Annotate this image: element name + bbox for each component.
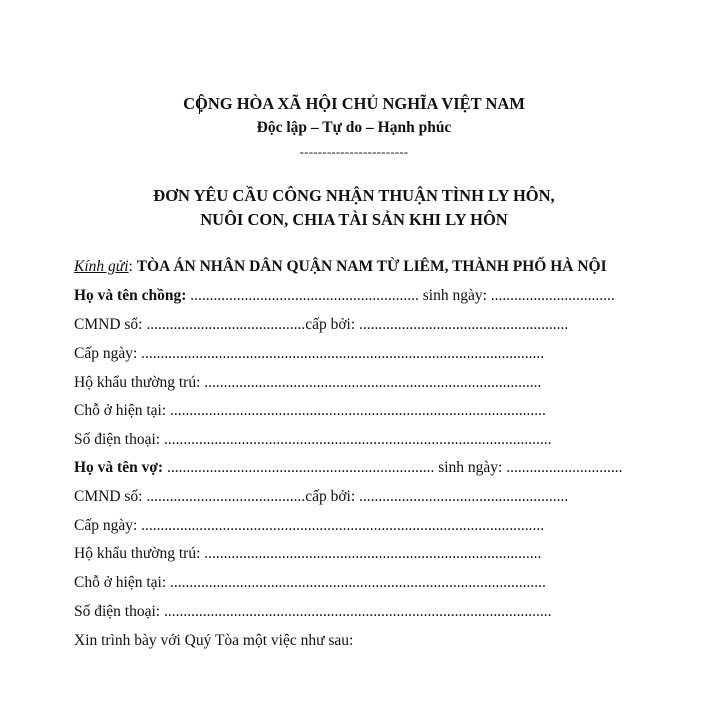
document-title-line-2: NUÔI CON, CHIA TÀI SẢN KHI LY HÔN	[200, 210, 508, 229]
header-divider: ------------------------	[299, 144, 409, 159]
husband-residence-line[interactable]: Chỗ ở hiện tại: .................................................................................................	[74, 402, 546, 419]
recipient-separator: :	[128, 258, 137, 275]
husband-name-field[interactable]: ........................................................... sinh ngày: ................................	[186, 287, 615, 304]
wife-residence-line[interactable]: Chỗ ở hiện tại: .................................................................................................	[74, 574, 546, 591]
husband-id-line[interactable]: CMND số: .........................................cấp bởi: ......................................................	[74, 316, 569, 333]
national-title: CỘNG HÒA XÃ HỘI CHỦ NGHĨA VIỆT NAM	[183, 94, 525, 113]
wife-name-label: Họ và tên vợ:	[74, 459, 164, 476]
husband-household-line[interactable]: Hộ khẩu thường trú: .......................................................................................	[74, 374, 542, 391]
wife-name-field[interactable]: ..................................................................... sinh ngày: ..............................	[163, 459, 623, 476]
recipient-label: Kính gửi	[74, 258, 129, 275]
recipient-line	[74, 258, 607, 276]
husband-name-label: Họ và tên chồng:	[74, 287, 187, 304]
wife-id-line[interactable]: CMND số: .........................................cấp bởi: ......................................................	[74, 488, 569, 505]
national-motto: Độc lập – Tự do – Hạnh phúc	[256, 119, 452, 136]
wife-issue-date-line[interactable]: Cấp ngày: ........................................................................................................	[74, 517, 545, 534]
document-title-line-1: ĐƠN YÊU CẦU CÔNG NHẬN THUẬN TÌNH LY HÔN,	[153, 186, 555, 205]
wife-household-line[interactable]: Hộ khẩu thường trú: .......................................................................................	[74, 545, 542, 562]
husband-issue-date-line[interactable]: Cấp ngày: ........................................................................................................	[74, 345, 545, 362]
husband-phone-line[interactable]: Số điện thoại: ....................................................................................................	[74, 431, 552, 448]
recipient-value: TÒA ÁN NHÂN DÂN QUẬN NAM TỪ LIÊM, THÀNH PHỐ HÀ NỘI	[136, 258, 607, 275]
wife-name-line[interactable]	[74, 459, 623, 477]
statement-line: Xin trình bày với Quý Tòa một việc như sau:	[74, 632, 354, 649]
wife-phone-line[interactable]: Số điện thoại: ....................................................................................................	[74, 603, 552, 620]
husband-name-line[interactable]	[74, 287, 615, 305]
